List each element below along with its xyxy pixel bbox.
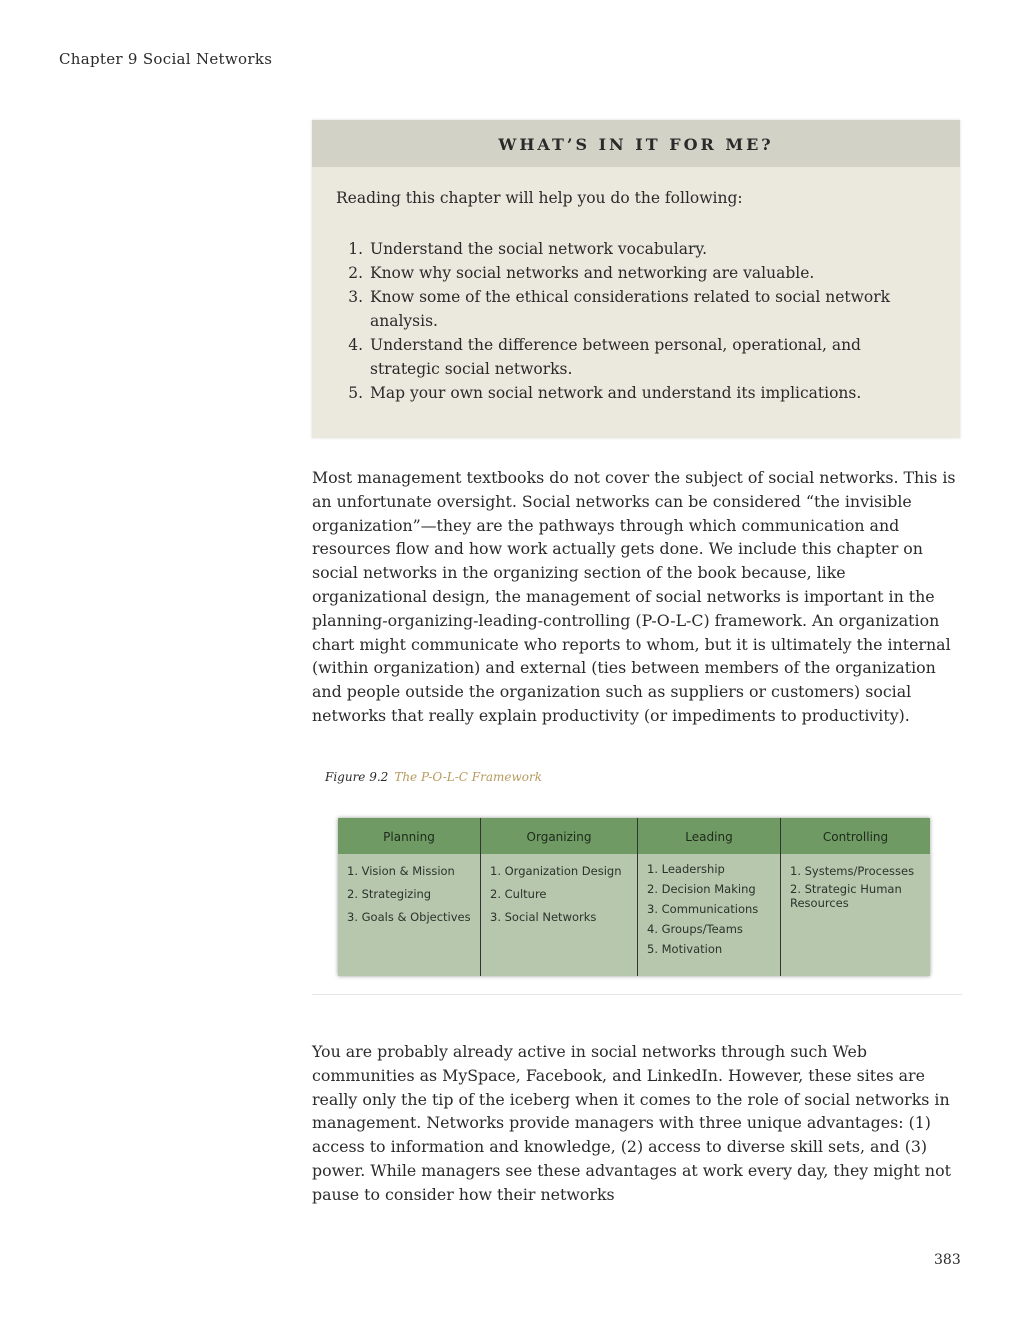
body-paragraph-2: You are probably already active in social networks through such Web communities as MySpace, Facebook, and LinkedIn. However, these sites are really only the tip of the iceberg when it comes to the role of social networks in management. Networks provide managers with three unique advantages: (1) access to information and knowledge, (2) access to diverse skill sets, and (3) power. While managers see these advantages at work every day, they might not pause to consider how their networks (312, 1042, 951, 1204)
objective-item: 5. Map your own social network and understand its implications. (368, 381, 928, 405)
objective-item: 1. Understand the social network vocabulary. (368, 237, 928, 261)
box-intro: Reading this chapter will help you do the following: (336, 189, 743, 207)
column-item: 4. Groups/Teams (647, 922, 743, 936)
column-header: Organizing (481, 818, 637, 854)
column-item: 1. Systems/Processes (790, 864, 915, 878)
body-paragraph-1: Most management textbooks do not cover the subject of social networks. This is an unfortunate oversight. Social networks can be considered “the invisible organization”—they are the pathways through which communication and resources flow and how work actually gets done. We include this chapter on social networks in the organizing section of the book because, like organizational design, the management of social networks is important in the planning-organizing-leading-controlling (P-O-L-C) framework. An organization chart might communicate who reports to whom, but it is ultimately the internal (within organization) and external (ties between members of the organization and people outside the organization such as suppliers or customers) social networks that really explain productivity (or impediments to productivity). (312, 468, 956, 725)
running-head: Chapter 9 Social Networks (59, 50, 273, 68)
page-number: 383 (934, 1252, 961, 1268)
column-item: 2. Decision Making (647, 882, 756, 896)
column-item: 3. Communications (647, 902, 759, 916)
column-item: 2. Strategizing (347, 887, 432, 901)
column-item: 3. Social Networks (490, 910, 597, 924)
objective-item: 3. Know some of the ethical considerations related to social network analysis. (368, 285, 928, 333)
figure-label: Figure 9.2 (325, 770, 389, 784)
column-item: 1. Organization Design (490, 864, 622, 878)
column-header: Leading (638, 818, 780, 854)
objectives-list (312, 237, 928, 405)
column-header: Planning (338, 818, 480, 854)
figure-divider (312, 994, 962, 995)
column-item: 2. Culture (490, 887, 547, 901)
box-title: WHAT’S IN IT FOR ME? (312, 120, 960, 167)
column-item: 2. Strategic Human Resources (790, 882, 902, 910)
figure-column-planning (338, 818, 481, 976)
column-header: Controlling (781, 818, 930, 854)
figure-column-organizing (481, 818, 638, 976)
figure-caption (325, 770, 542, 784)
column-item: 5. Motivation (647, 942, 723, 956)
column-item: 3. Goals & Objectives (347, 910, 471, 924)
column-item: 1. Leadership (647, 862, 725, 876)
objective-item: 2. Know why social networks and networking are valuable. (368, 261, 928, 285)
learning-objectives-box (312, 120, 960, 438)
figure-column-controlling (781, 818, 930, 976)
figure-title: The P-O-L-C Framework (394, 770, 542, 784)
polc-figure (338, 818, 930, 976)
objective-item: 4. Understand the difference between personal, operational, and strategic social networks. (368, 333, 928, 381)
figure-column-leading (638, 818, 781, 976)
column-item: 1. Vision & Mission (347, 864, 455, 878)
